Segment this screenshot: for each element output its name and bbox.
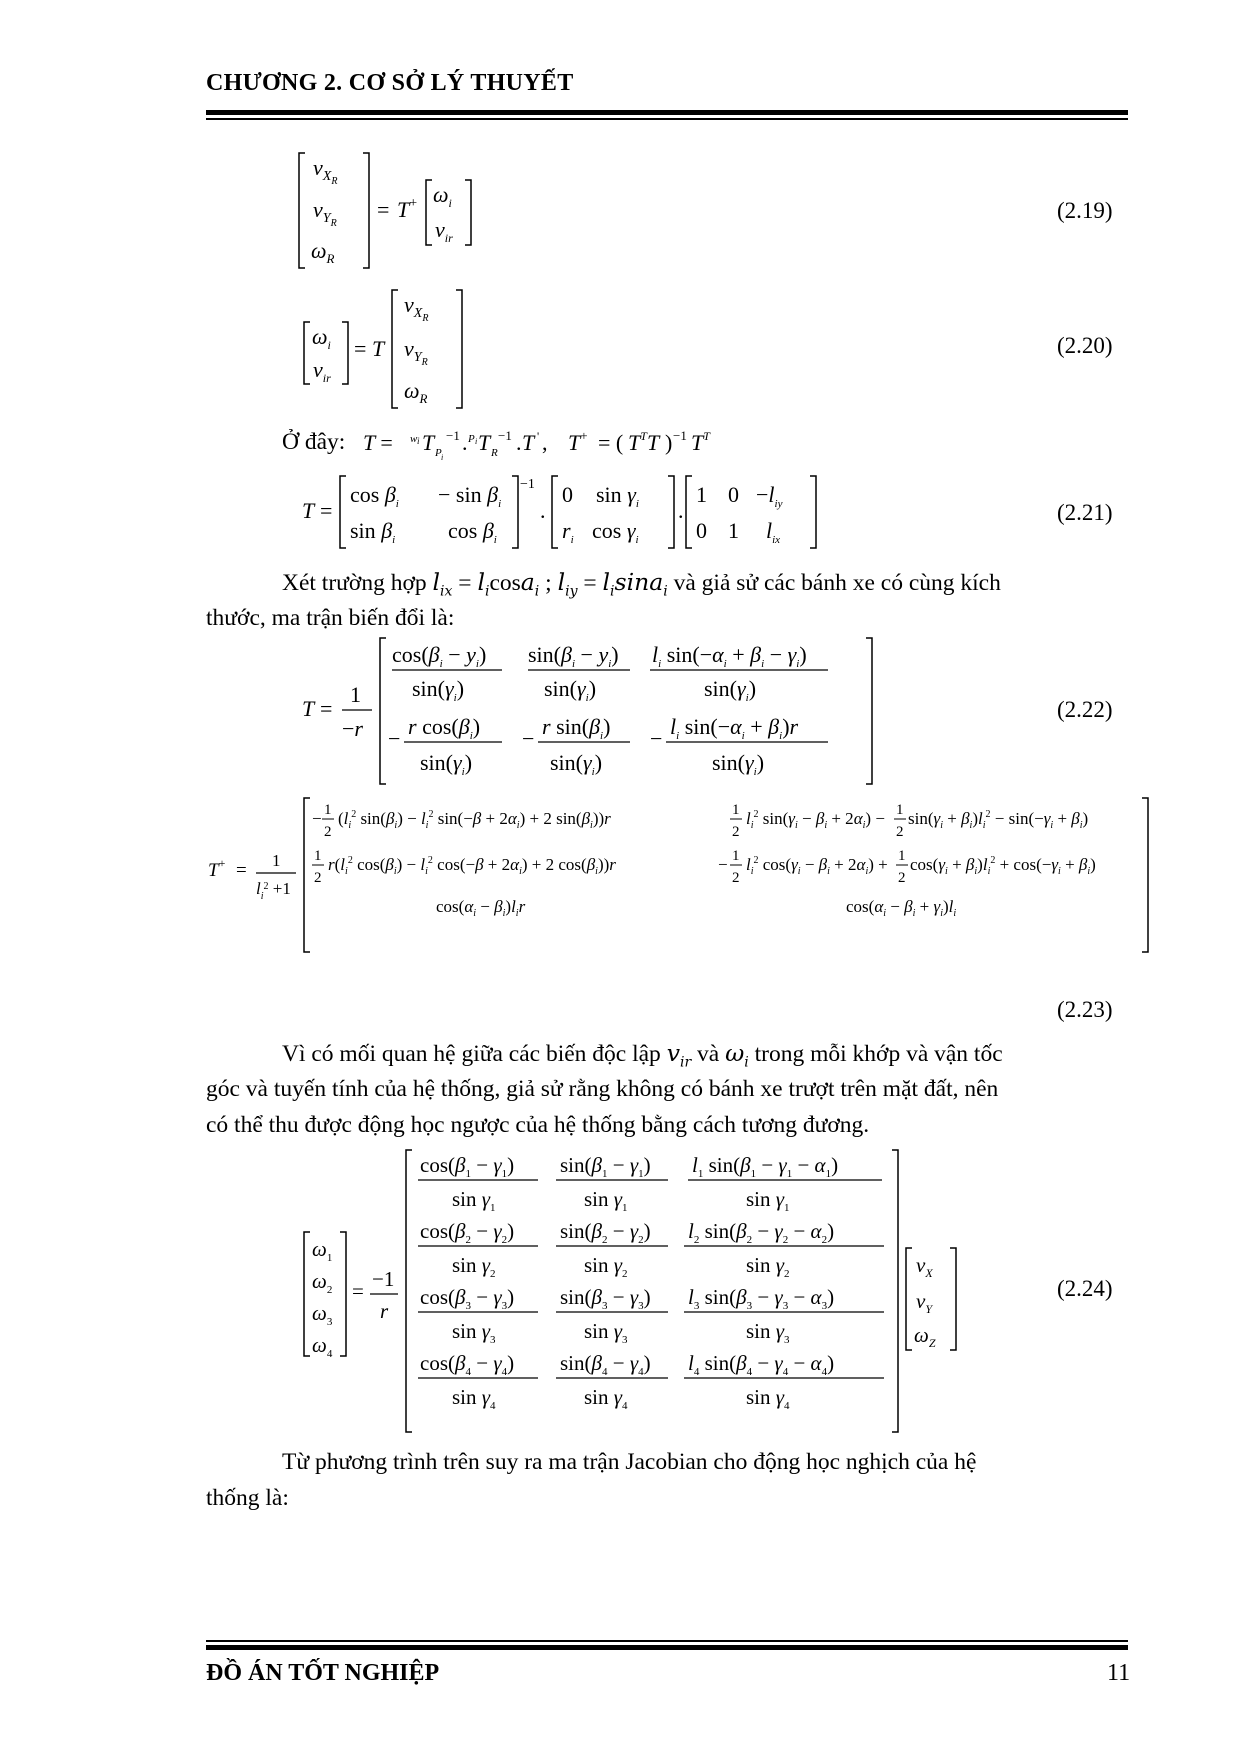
svg-text:vX: $v_X$	[916, 1253, 933, 1280]
paragraph-jacobian-line2: thống là:	[206, 1485, 289, 1511]
svg-text:i: i	[441, 453, 444, 462]
svg-text:TTT: $T^TT$	[628, 429, 660, 455]
svg-text:T+: T+	[397, 196, 418, 222]
equation-number-2-23: (2.23)	[1057, 997, 1113, 1022]
svg-text:=: =	[236, 860, 247, 881]
svg-text:sin γ3: $\sin \gamma_3$	[746, 1319, 790, 1346]
svg-text:w: w	[410, 433, 418, 445]
svg-text:2: 2	[898, 870, 906, 886]
svg-text:li2 cos(γi − βi + 2αi) +: $l_i^2$ $\cos(\gamma_i - \beta_i + 2\alpha_i)$ +	[746, 855, 888, 877]
svg-text:li sin(−αi + βi − γi): $l_i$ $\sin(-\alpha_i + \beta_i - \gamma_i)$	[652, 642, 807, 670]
svg-text:−liy: $-l_{iy}$	[756, 482, 783, 510]
svg-text:=: =	[354, 336, 367, 361]
svg-text:.: .	[678, 498, 684, 523]
svg-text:−1: −1	[520, 477, 535, 492]
chapter-header: CHƯƠNG 2. CƠ SỞ LÝ THUYẾT	[206, 70, 574, 96]
equation-number-2-20: (2.20)	[1057, 333, 1113, 358]
svg-text:vYR: $v_YR$	[313, 197, 337, 229]
footer-rule-thin	[206, 1640, 1128, 1642]
svg-text:vXR: $v_XR$	[404, 292, 429, 324]
svg-text:sin γ3: $\sin \gamma_3$	[584, 1319, 628, 1346]
svg-text:−: −	[650, 726, 663, 751]
svg-text:cos(αi − βi + γi)li: $\cos(\alpha_i - \beta_i + \gamma_i)l_i$	[846, 897, 957, 919]
paragraph-jacobian-line1: Từ phương trình trên suy ra ma trận Jacobian cho động học nghịch của hệ	[282, 1449, 977, 1475]
svg-text:sin(β1 − γ1): $\sin(\beta_1 - \gamma_1)$	[560, 1153, 651, 1180]
svg-text:1: 1	[696, 482, 707, 507]
svg-text:sin γ2: $\sin \gamma_2$	[746, 1253, 790, 1280]
equation-2-24	[300, 1148, 980, 1434]
svg-text:vir: $v_{ir}$	[313, 357, 331, 385]
svg-text:−1: −1	[498, 428, 512, 443]
svg-text:0: 0	[562, 482, 573, 507]
where-label: Ở đây:	[282, 429, 346, 455]
svg-text:−1: −1	[372, 1267, 395, 1291]
svg-text:cos(β1 − γ1): $\cos(\beta_1 - \gamma_1)$	[420, 1153, 515, 1180]
svg-text:sin γ4: $\sin \gamma_4$	[584, 1385, 628, 1412]
equation-number-2-22: (2.22)	[1057, 697, 1113, 722]
svg-text:i: i	[475, 437, 478, 446]
svg-text:cos(β2 − γ2): $\cos(\beta_2 - \gamma_2)$	[420, 1219, 515, 1246]
svg-text:1: 1	[896, 802, 904, 818]
paragraph-relation-line1: Vì có mối quan hệ giữa các biến độc lập $v_{ir}$ và $\omega_i$ trong mỗi khớp và vận tốc	[282, 1039, 1003, 1071]
equation-2-23	[206, 796, 1156, 956]
paragraph-relation-line3: có thể thu được động học ngược của hệ thống bằng cách tương đương.	[206, 1112, 870, 1138]
svg-text:− sin βi: − $\sin \beta_i$	[438, 482, 502, 510]
svg-text:−1: −1	[673, 428, 687, 443]
svg-text:sin γ3: $\sin \gamma_3$	[452, 1319, 496, 1346]
svg-text:ωi: $\omega_i$	[433, 182, 452, 210]
svg-text:1: 1	[728, 518, 739, 543]
svg-text:1: 1	[732, 802, 740, 818]
svg-text:2: 2	[896, 824, 904, 840]
svg-text:cos(β3 − γ3): $\cos(\beta_3 - \gamma_3)$	[420, 1285, 515, 1312]
svg-text:=: =	[352, 1279, 364, 1303]
svg-text:sin(β3 − γ3): $\sin(\beta_3 - \gamma_3)$	[560, 1285, 651, 1312]
svg-text:T: T	[372, 336, 385, 361]
equation-2-21	[300, 472, 820, 552]
svg-text:−: −	[522, 726, 535, 751]
relation-text-a: Vì có mối quan hệ giữa các biến độc lập	[282, 1041, 661, 1067]
svg-text:ωZ: $\omega_Z$	[914, 1323, 936, 1350]
svg-text:=: =	[320, 498, 333, 523]
svg-text:r cos(βi): r $\cos(\beta_i)$	[408, 714, 481, 742]
svg-text:l4 sin(β4 − γ4 − α4): $l_4$ $\sin(\beta_4 - \gamma_4 - \alpha_4)$	[688, 1351, 835, 1378]
equation-2-20	[300, 284, 480, 414]
svg-text:sin(γi): $\sin(\gamma_i)$	[704, 676, 757, 704]
svg-text:r(li2 cos(βi) − li2 cos(−β + 2: $r(l_i^2$ $\cos(\beta_i) - l_i^2$ $\cos(-\beta + 2\alpha_i) + 2$ $\cos(\beta_i))r$	[328, 855, 616, 877]
svg-text:T: T	[302, 696, 315, 721]
svg-text:sin γ1: $\sin \gamma_1$	[452, 1187, 496, 1214]
svg-text:−: −	[718, 855, 728, 874]
svg-text:sin γ2: $\sin \gamma_2$	[584, 1253, 628, 1280]
svg-text:cos γi: $\cos \gamma_i$	[592, 518, 639, 546]
equation-2-22	[300, 636, 880, 786]
svg-text:= (: = (	[598, 430, 624, 455]
svg-text:1: 1	[350, 682, 361, 707]
svg-text:li2 +1: $l_i^2 +1$	[256, 879, 291, 902]
svg-text:cos(αi − βi)lir: $\cos(\alpha_i - \beta_i)l_ir$	[436, 897, 526, 919]
svg-text:sin(γi): $\sin(\gamma_i)$	[550, 750, 603, 778]
svg-text:1: 1	[314, 848, 322, 864]
svg-text:sin βi: $\sin \beta_i$	[350, 518, 396, 546]
svg-text:0: 0	[696, 518, 707, 543]
svg-text:sin(γi): $\sin(\gamma_i)$	[544, 676, 597, 704]
svg-text:ωR: $\omega_R$	[404, 378, 428, 406]
svg-text:cos(βi − yi): $\cos(\beta_i - y_i)$	[392, 642, 487, 670]
footer-rule-thick	[206, 1645, 1128, 1650]
relation-text-c: trong mỗi khớp và vận tốc	[754, 1041, 1003, 1067]
svg-text:sin(γi): $\sin(\gamma_i)$	[412, 676, 465, 704]
relation-text-b: và	[697, 1041, 720, 1067]
svg-text:ω2: $\omega_2$	[312, 1269, 333, 1296]
page-number: 11	[1107, 1660, 1131, 1686]
svg-text:ri: $r_i$	[562, 518, 574, 546]
svg-text:−: −	[388, 726, 401, 751]
equation-number-2-19: (2.19)	[1057, 198, 1113, 223]
svg-text:i: i	[417, 436, 420, 446]
svg-text:cos βi: $\cos \beta_i$	[350, 482, 399, 510]
svg-text:ωR: $\omega_R$	[311, 238, 335, 266]
svg-text:lix: $l_{ix}$	[766, 518, 781, 546]
svg-text:sin γ2: $\sin \gamma_2$	[452, 1253, 496, 1280]
paragraph-case-line2: thước, ma trận biến đổi là:	[206, 605, 455, 631]
svg-text:.: .	[462, 430, 468, 455]
svg-text:T: T	[302, 498, 315, 523]
svg-text:,: ,	[542, 430, 548, 455]
svg-text:vYR: $v_YR$	[404, 336, 428, 368]
svg-text:sin(β4 − γ4): $\sin(\beta_4 - \gamma_4)$	[560, 1351, 651, 1378]
svg-text:': '	[537, 429, 540, 443]
svg-text:ωi: $\omega_i$	[312, 324, 331, 352]
svg-text:P: P	[435, 447, 442, 459]
where-formula	[358, 418, 758, 468]
svg-text:sin γ1: $\sin \gamma_1$	[584, 1187, 628, 1214]
svg-text:−r: −r	[342, 716, 363, 741]
svg-text:ω4: $\omega_4$	[312, 1333, 333, 1360]
svg-text:vXR: $v_XR$	[313, 155, 338, 187]
equation-number-2-21: (2.21)	[1057, 500, 1113, 525]
svg-text:cos βi: $\cos \beta_i$	[448, 518, 497, 546]
svg-text:sin γ4: $\sin \gamma_4$	[746, 1385, 790, 1412]
svg-text:2: 2	[732, 870, 740, 886]
svg-text:1: 1	[898, 848, 906, 864]
svg-text:=: =	[320, 696, 333, 721]
svg-text:2: 2	[732, 824, 740, 840]
svg-text:T: T	[478, 430, 491, 455]
svg-text:(li2 sin(βi) − li2 sin(−β + 2α: ($l_i^2$ $\sin(\beta_i) - l_i^2$ $\sin(-\beta + 2\alpha_i) + 2$ $\sin(\beta_i))r$	[338, 809, 611, 831]
svg-text:li2 sin(γi − βi + 2αi) −: $l_i^2$ $\sin(\gamma_i - \beta_i + 2\alpha_i)$ −	[746, 809, 885, 831]
svg-text:li sin(−αi + βi)r: $l_i$ $\sin(-\alpha_i + \beta_i)r$	[670, 714, 799, 742]
svg-text:sin(βi − yi): $\sin(\beta_i - y_i)$	[528, 642, 619, 670]
svg-text:2: 2	[324, 824, 332, 840]
svg-text:TT: $T^T$	[691, 429, 710, 455]
svg-text:T: T	[522, 430, 535, 455]
svg-text:sin(γi): $\sin(\gamma_i)$	[420, 750, 473, 778]
svg-text:1: 1	[324, 802, 332, 818]
svg-text:ω3: $\omega_3$	[312, 1301, 333, 1328]
svg-text:T =: T =	[363, 430, 393, 455]
svg-text:.: .	[516, 430, 522, 455]
svg-text:sin γ1: $\sin \gamma_1$	[746, 1187, 790, 1214]
svg-text:sin γi: $\sin \gamma_i$	[596, 482, 639, 510]
paragraph-case-suffix: và giả sử các bánh xe có cùng kích	[673, 570, 1001, 596]
svg-text:T+: T+	[568, 428, 588, 455]
svg-text:cos(β4 − γ4): $\cos(\beta_4 - \gamma_4)$	[420, 1351, 515, 1378]
equation-2-19	[295, 145, 525, 275]
svg-text:): )	[665, 430, 673, 455]
svg-text:.: .	[540, 498, 546, 523]
svg-text:−: −	[312, 809, 322, 828]
svg-text:sin(γi): $\sin(\gamma_i)$	[712, 750, 765, 778]
svg-text:l1 sin(β1 − γ1 − α1): $l_1$ $\sin(\beta_1 - \gamma_1 - \alpha_1)$	[692, 1153, 839, 1180]
svg-text:cos(γi + βi)li2 + cos(−γi + βi: $\cos(\gamma_i + \beta_i)l_i^2 + \cos(-\gamma_i + \beta_i)$	[910, 855, 1096, 877]
svg-text:sin(β2 − γ2): $\sin(\beta_2 - \gamma_2)$	[560, 1219, 651, 1246]
svg-text:=: =	[377, 197, 390, 222]
svg-text:P: P	[468, 433, 475, 445]
svg-text:sin γ4: $\sin \gamma_4$	[452, 1385, 496, 1412]
svg-text:l3 sin(β3 − γ3 − α3): $l_3$ $\sin(\beta_3 - \gamma_3 - \alpha_3)$	[688, 1285, 835, 1312]
equation-number-2-24: (2.24)	[1057, 1276, 1113, 1301]
svg-text:r: r	[380, 1299, 389, 1323]
svg-text:1: 1	[272, 851, 281, 870]
footer-label: ĐỒ ÁN TỐT NGHIỆP	[206, 1660, 440, 1686]
paragraph-case-prefix: Xét trường hợp	[282, 570, 427, 596]
svg-text:l2 sin(β2 − γ2 − α2): $l_2$ $\sin(\beta_2 - \gamma_2 - \alpha_2)$	[688, 1219, 835, 1246]
svg-text:T: T	[422, 430, 435, 455]
paragraph-case: Xét trường hợp $l_{ix} = l_i\cos a_i$ ; $l_{iy} = l_i\sin a_i$ và giả sử các bánh xe có cùng kích	[282, 568, 1001, 600]
svg-text:r sin(βi): r $\sin(\beta_i)$	[542, 714, 611, 742]
svg-text:2: 2	[314, 870, 322, 886]
svg-text:R: R	[491, 447, 498, 459]
svg-text:vY: $v_Y$	[916, 1289, 933, 1316]
svg-text:−1: −1	[446, 428, 460, 443]
header-rule-thick	[206, 110, 1128, 115]
svg-text:1: 1	[732, 848, 740, 864]
svg-text:sin(γi + βi)li2 − sin(−γi + βi: $\sin(\gamma_i + \beta_i)l_i^2 - \sin(-\gamma_i + \beta_i)$	[908, 809, 1089, 831]
svg-text:vir: $v_{ir}$	[435, 217, 453, 245]
svg-text:ω1: $\omega_1$	[312, 1237, 333, 1264]
svg-text:T+: T+	[208, 856, 226, 881]
svg-text:0: 0	[728, 482, 739, 507]
paragraph-relation-line2: góc và tuyến tính của hệ thống, giả sử rằng không có bánh xe trượt trên mặt đất, nên	[206, 1076, 999, 1102]
header-rule-thin	[206, 118, 1128, 120]
